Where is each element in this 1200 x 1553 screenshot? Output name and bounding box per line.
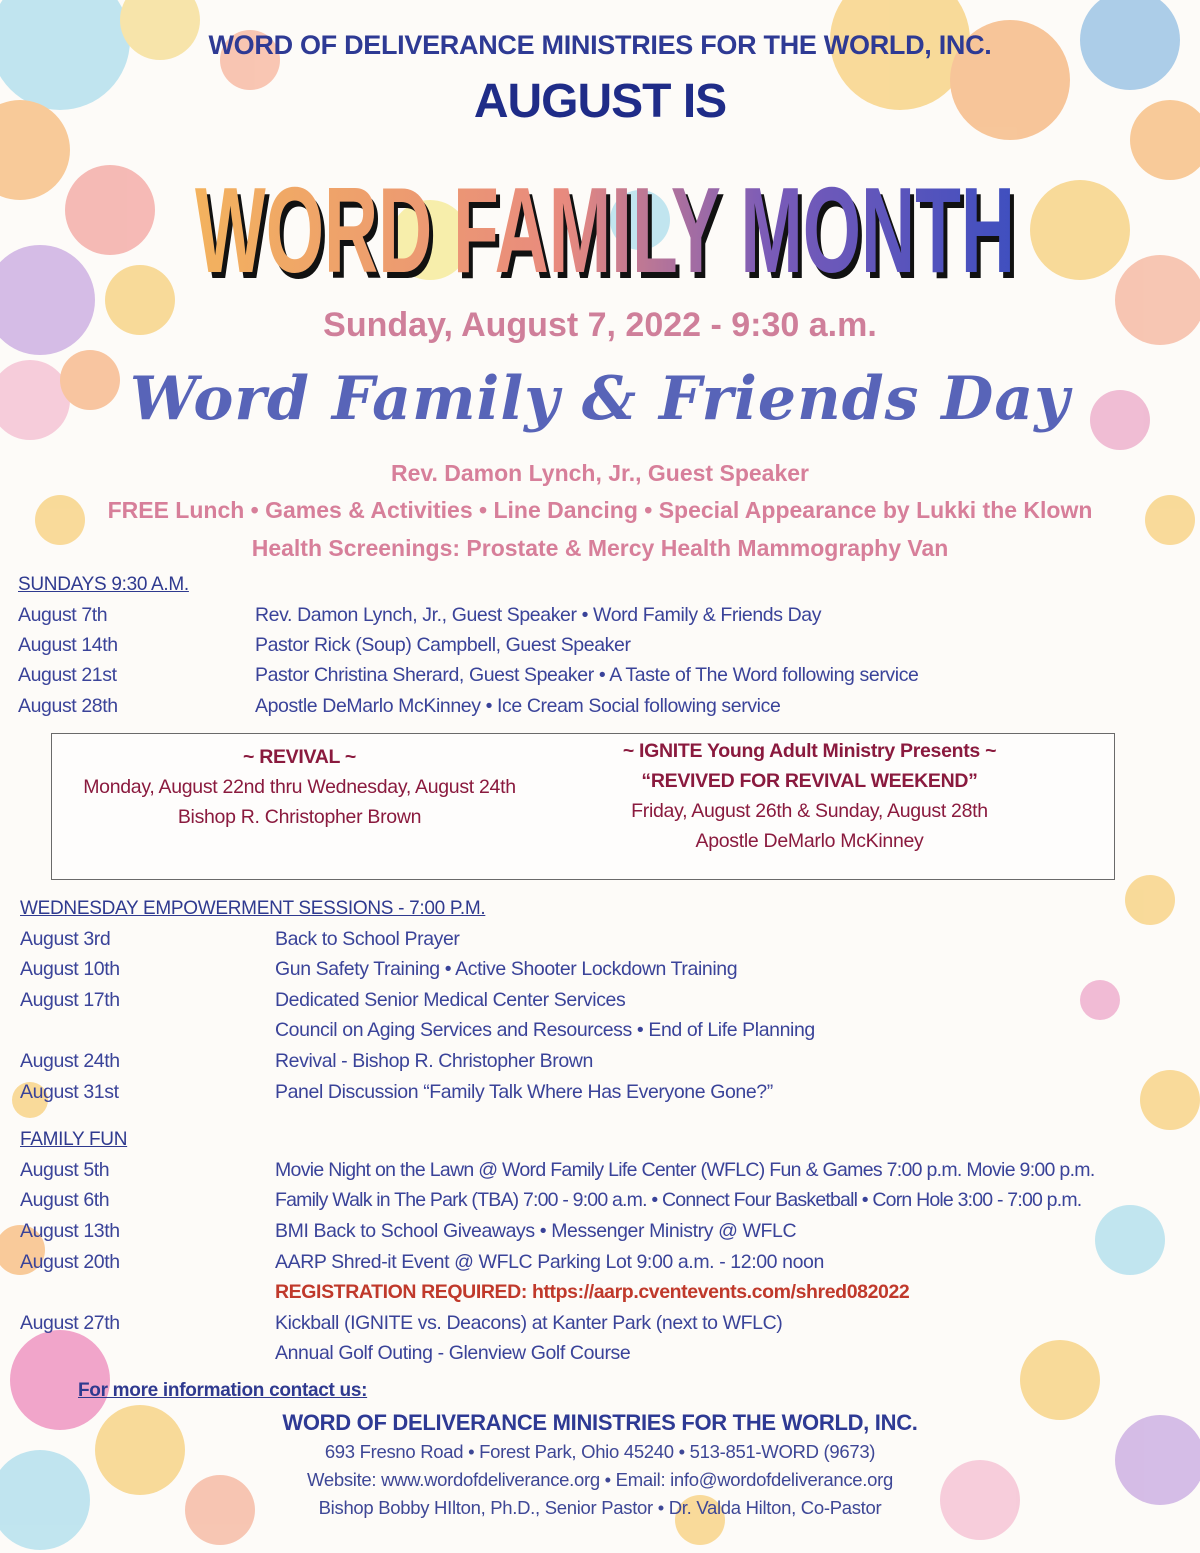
sundays-heading: SUNDAYS 9:30 A.M. [18,574,189,595]
wednesday-description: Council on Aging Services and Resourcess • End of Life Planning [275,1019,815,1041]
registration-link-text[interactable]: REGISTRATION REQUIRED: https://aarp.cventevents.com/shred082022 [275,1281,910,1303]
footer-organization-name: WORD OF DELIVERANCE MINISTRIES FOR THE WORLD, INC. [282,1410,918,1435]
guest-speaker-line: Rev. Damon Lynch, Jr., Guest Speaker [391,460,809,486]
revival-column [52,742,547,832]
ignite-speaker: Apostle DeMarlo McKinney [695,830,924,852]
health-screenings-line: Health Screenings: Prostate & Mercy Health Mammography Van [251,535,949,561]
wednesday-date: August 31st [20,1081,119,1103]
family-fun-date: August 5th [20,1159,110,1181]
family-fun-description: Movie Night on the Lawn @ Word Family Life Center (WFLC) Fun & Games 7:00 p.m. Movie 9:00 p.m. [275,1159,1095,1181]
wednesday-description: Gun Safety Training • Active Shooter Lockdown Training [275,958,738,980]
wednesday-sessions-heading: WEDNESDAY EMPOWERMENT SESSIONS - 7:00 P.M. [20,898,486,919]
ignite-title: ~ IGNITE Young Adult Ministry Presents ~ [622,740,997,762]
family-fun-heading: FAMILY FUN [20,1129,128,1150]
family-fun-date: August 27th [20,1312,120,1334]
family-fun-description: Kickball (IGNITE vs. Deacons) at Kanter Park (next to WFLC) [275,1312,783,1334]
word-family-month-title-text: WORD FAMILY MONTH [195,162,1015,298]
sunday-date: August 14th [18,634,118,656]
revival-speaker: Bishop R. Christopher Brown [177,806,422,828]
ignite-subtitle: “REVIVED FOR REVIVAL WEEKEND” [641,770,978,792]
contact-heading: For more information contact us: [78,1380,368,1401]
sunday-date: August 7th [18,604,108,626]
wednesday-date: August 10th [20,958,120,980]
wednesday-date: August 3rd [20,928,111,950]
wednesday-description: Dedicated Senior Medical Center Services [275,989,626,1011]
ignite-column [582,736,1037,856]
footer-address: 693 Fresno Road • Forest Park, Ohio 45240 • 513-851-WORD (9673) [324,1441,876,1462]
family-fun-description: AARP Shred-it Event @ WFLC Parking Lot 9:00 a.m. - 12:00 noon [275,1251,824,1273]
revival-dates: Monday, August 22nd thru Wednesday, August 24th [83,776,516,798]
sunday-description: Rev. Damon Lynch, Jr., Guest Speaker • Word Family & Friends Day [255,604,822,626]
wednesday-description: Revival - Bishop R. Christopher Brown [275,1050,593,1072]
sunday-description: Apostle DeMarlo McKinney • Ice Cream Social following service [255,695,781,717]
sunday-description: Pastor Christina Sherard, Guest Speaker • A Taste of The Word following service [255,664,919,686]
sunday-date: August 28th [18,695,118,717]
sunday-description: Pastor Rick (Soup) Campbell, Guest Speaker [255,634,631,656]
wednesday-date: August 17th [20,989,120,1011]
word-family-month-title-shadow: WORD FAMILY MONTH [199,168,1019,300]
footer-website-email[interactable]: Website: www.wordofdeliverance.org • Email: info@wordofdeliverance.org [307,1469,893,1490]
august-is-heading: AUGUST IS [473,75,727,128]
footer-pastors: Bishop Bobby HIlton, Ph.D., Senior Pastor • Dr. Valda Hilton, Co-Pastor [318,1497,882,1518]
family-fun-date: August 6th [20,1189,110,1211]
wednesday-date: August 24th [20,1050,120,1072]
ignite-dates: Friday, August 26th & Sunday, August 28th [631,800,988,822]
revival-info-box [51,733,1115,880]
sunday-date: August 21st [18,664,117,686]
family-fun-date: August 20th [20,1251,120,1273]
event-date-line: Sunday, August 7, 2022 - 9:30 a.m. [323,306,877,344]
friends-day-script-title: Word Family & Friends Day [129,364,1071,434]
family-fun-description: Annual Golf Outing - Glenview Golf Course [275,1342,631,1364]
wednesday-description: Back to School Prayer [275,928,460,950]
word-family-month-title [180,150,1030,300]
activities-line: FREE Lunch • Games & Activities • Line Dancing • Special Appearance by Lukki the Klown [107,497,1093,523]
revival-title: ~ REVIVAL ~ [242,746,357,768]
wednesday-description: Panel Discussion “Family Talk Where Has Everyone Gone?” [275,1081,773,1103]
family-fun-description: Family Walk in The Park (TBA) 7:00 - 9:00 a.m. • Connect Four Basketball • Corn Hole 3:00 - 7:00 p.m. [275,1189,1082,1211]
organization-name-header: WORD OF DELIVERANCE MINISTRIES FOR THE WORLD, INC. [208,30,992,60]
family-fun-date: August 13th [20,1220,120,1242]
family-fun-description: BMI Back to School Giveaways • Messenger Ministry @ WFLC [275,1220,797,1242]
